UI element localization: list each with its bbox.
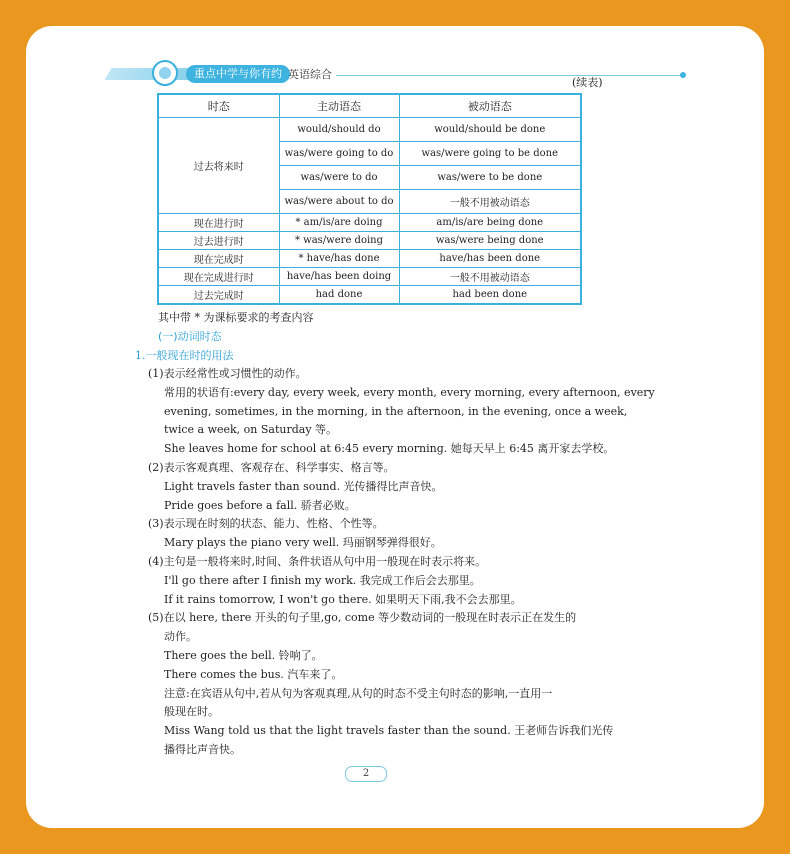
table-cell: 过去将来时 [158, 118, 279, 214]
table-row [158, 268, 581, 286]
table-header: 时态 [158, 94, 279, 118]
table-cell: had done [279, 286, 399, 305]
table-cell: * have/has done [279, 250, 399, 268]
school-logo-icon [152, 60, 178, 86]
body-line: There comes the bus. 汽车来了。 [164, 667, 343, 681]
table-row [158, 214, 581, 232]
table-cell: 过去完成时 [158, 286, 279, 305]
body-line: 常用的状语有:every day, every week, every month, every morning, every afternoon, every [164, 385, 655, 399]
table-note: 其中带 * 为课标要求的考查内容 [158, 311, 314, 324]
table-cell: was/were to be done [399, 166, 581, 190]
continuation-label: (续表) [572, 76, 603, 89]
table-row [158, 232, 581, 250]
table-header: 被动语态 [399, 94, 581, 118]
section-title: (一)动词时态 [158, 330, 222, 343]
body-line: She leaves home for school at 6:45 every morning. 她每天早上 6:45 离开家去学校。 [164, 442, 615, 456]
page-number: 2 [345, 766, 387, 782]
table-cell: was/were going to be done [399, 142, 581, 166]
table-row [158, 250, 581, 268]
body-line: 般现在时。 [164, 705, 219, 719]
tense-table [157, 93, 582, 305]
table-cell: would/should be done [399, 118, 581, 142]
body-line: 播得比声音快。 [164, 742, 241, 756]
body-line: twice a week, on Saturday 等。 [164, 423, 338, 437]
table-cell: * am/is/are doing [279, 214, 399, 232]
table-cell: have/has been done [399, 250, 581, 268]
table-cell: 现在进行时 [158, 214, 279, 232]
table-cell: am/is/are being done [399, 214, 581, 232]
body-line: I'll go there after I finish my work. 我完成工作后会去那里。 [164, 573, 481, 587]
table-row [158, 118, 581, 142]
body-text [142, 365, 655, 760]
table-header-row [158, 94, 581, 118]
body-line: If it rains tomorrow, I won't go there. 如果明天下雨,我不会去那里。 [164, 592, 522, 606]
body-line: (3)表示现在时刻的状态、能力、性格、个性等。 [148, 517, 384, 531]
table-header: 主动语态 [279, 94, 399, 118]
header-divider [336, 75, 682, 76]
header-dot [680, 72, 686, 78]
table-cell: 一般不用被动语态 [399, 268, 581, 286]
table-cell: 一般不用被动语态 [399, 190, 581, 214]
body-line: Light travels faster than sound. 光传播得比声音快。 [164, 479, 443, 493]
body-line: (4)主句是一般将来时,时间、条件状语从句中用一般现在时表示将来。 [148, 554, 487, 568]
table-cell: had been done [399, 286, 581, 305]
body-line: Pride goes before a fall. 骄者必败。 [164, 498, 356, 512]
subsection-title: 1.一般现在时的用法 [135, 349, 234, 362]
table-cell: was/were about to do [279, 190, 399, 214]
header-title: 重点中学与你有约 [186, 65, 290, 83]
body-line: (2)表示客观真理、客观存在、科学事实、格言等。 [148, 460, 395, 474]
table-cell: was/were going to do [279, 142, 399, 166]
body-line: Miss Wang told us that the light travels faster than the sound. 王老师告诉我们光传 [164, 724, 614, 738]
body-line: 动作。 [164, 630, 197, 644]
header-subtitle: 英语综合 [288, 68, 332, 81]
table-cell: have/has been doing [279, 268, 399, 286]
body-line: 注意:在宾语从句中,若从句为客观真理,从句的时态不受主句时态的影响,一直用一 [164, 686, 553, 700]
body-line: Mary plays the piano very well. 玛丽钢琴弹得很好。 [164, 536, 442, 550]
body-line: (1)表示经常性或习惯性的动作。 [148, 367, 307, 380]
body-line: There goes the bell. 铃响了。 [164, 648, 323, 662]
body-line: (5)在以 here, there 开头的句子里,go, come 等少数动词的一般现在时表示正在发生的 [148, 611, 577, 625]
table-cell: * was/were doing [279, 232, 399, 250]
table-cell: 现在完成时 [158, 250, 279, 268]
body-line: evening, sometimes, in the morning, in the afternoon, in the evening, once a week, [164, 404, 628, 418]
table-cell: 过去进行时 [158, 232, 279, 250]
table-row [158, 286, 581, 305]
table-cell: would/should do [279, 118, 399, 142]
table-cell: 现在完成进行时 [158, 268, 279, 286]
table-cell: was/were being done [399, 232, 581, 250]
table-cell: was/were to do [279, 166, 399, 190]
